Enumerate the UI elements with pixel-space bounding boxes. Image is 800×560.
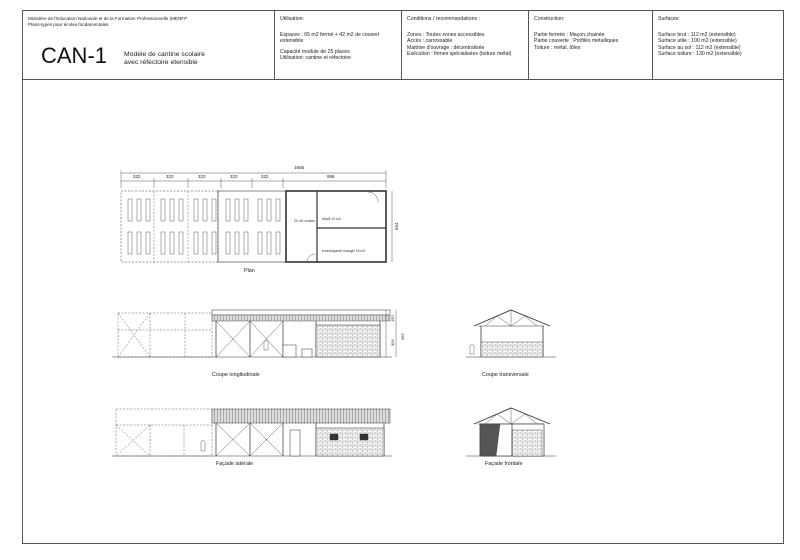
side-elevation (112, 409, 392, 456)
longitudinal-section (112, 310, 396, 357)
surfaces-line: Surface toiture : 130 m2 (extensible) (658, 51, 742, 58)
plan-dim-segment: 322 (133, 174, 141, 179)
section-dim-c: 455 (400, 333, 405, 340)
plan-code: CAN-1 (41, 43, 108, 68)
utilisation-line: Capacité module de 25 places (280, 48, 350, 55)
transverse-section-caption: Coupe transversale (482, 372, 529, 378)
section-dim-a: 150 (390, 315, 395, 322)
plan-dim-segment: 322 (230, 174, 238, 179)
utilisation-line: Utilisation: cantine et réfectoire (280, 55, 351, 62)
construction-title: Construction: (534, 16, 565, 22)
transverse-section (466, 310, 556, 357)
plan-dim-segment: 322 (261, 174, 269, 179)
plan-series: Plans-types pour écoles fondamentales (28, 21, 109, 27)
conditions-title: Conditions / recommandations : (407, 16, 480, 22)
section-dim-b: 305 (390, 339, 395, 346)
surfaces-line: Surface brut : 112 m2 (extensible) (658, 31, 736, 38)
plan-dim-segment: 322 (166, 174, 174, 179)
front-elevation (466, 408, 556, 456)
plan-caption: Plan (244, 268, 255, 274)
longitudinal-section-caption: Coupe longitudinale (212, 372, 260, 378)
room-office-label: bureau/garde-manger 18 m2 (322, 249, 366, 253)
model-title-line2: avec réfectoire etensible (124, 59, 198, 66)
side-elevation-caption: Façade latérale (216, 461, 254, 467)
plan-dim-segment: 986 (327, 174, 335, 179)
conditions-line: Exécution : firmes spécialisées (toiture métal) (407, 51, 512, 58)
conditions-line: Zones : Toutes zones accessibles (407, 31, 485, 38)
surfaces-line: Surface au sol : 112 m2 (extensible) (658, 44, 741, 51)
utilisation-line: extensible (280, 38, 304, 45)
construction-line: Partie couverte : Profilés métalliques (534, 38, 619, 45)
utilisation-title: Utilisation: (280, 16, 304, 22)
ministry-name: Ministère de l'Education Nationale et de la Formation Professionnelle (MENFP (28, 16, 188, 21)
surfaces-title: Surfaces: (658, 16, 680, 22)
surfaces-line: Surface utile : 100 m2 (extensible) (658, 38, 737, 45)
conditions-line: Accès : carrossable (407, 38, 453, 45)
construction-line: Partie fermée : Maçon,chainée (534, 31, 605, 38)
model-title-line1: Modèle de cantine scolaire (124, 51, 205, 58)
plan-dim-total: 1665 (294, 165, 305, 170)
construction-line: Toiture : métal, tôles (534, 44, 581, 51)
plan-dim-segment: 322 (198, 174, 206, 179)
room-kitchen-label: 20 m2 cuisine (294, 219, 315, 223)
conditions-line: Maitrise d'ouvrage : décentralisée (407, 44, 485, 51)
utilisation-line: Espaces : 65 m2 fermé + 42 m2 de couvert (280, 31, 380, 38)
plan-dim-side: 664 (394, 222, 399, 230)
room-store-label: dépôt 10 m2 (322, 217, 341, 221)
front-elevation-caption: Façade frontale (485, 461, 523, 467)
